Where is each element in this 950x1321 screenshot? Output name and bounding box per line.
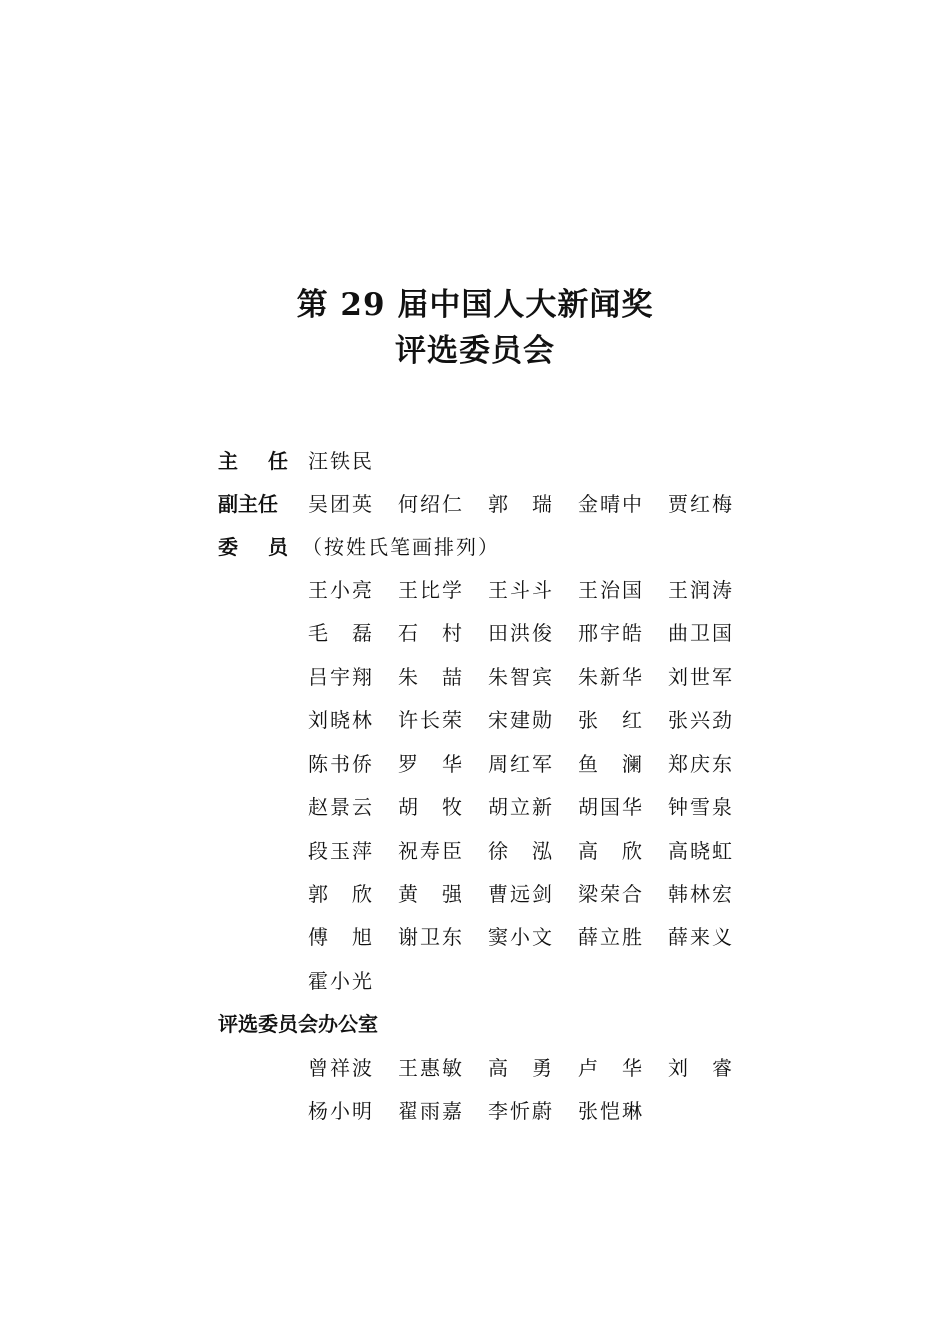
person-name: 王斗斗 <box>488 578 554 602</box>
person-name: 刘晓林 <box>308 708 374 732</box>
person-name: 杨小明 <box>308 1099 374 1123</box>
person-name: 曲卫国 <box>668 621 734 645</box>
deputy-names <box>308 489 758 519</box>
person-name: 黄 强 <box>398 882 464 906</box>
person-name: 曾祥波 <box>308 1056 374 1080</box>
person-name: 张恺琳 <box>578 1099 644 1123</box>
person-name: 郑庆东 <box>668 752 734 776</box>
person-name: 谢卫东 <box>398 925 464 949</box>
person-name: 窦小文 <box>488 925 554 949</box>
person-name: 傅 旭 <box>308 925 374 949</box>
person-name: 卢 华 <box>578 1056 644 1080</box>
director-label: 主 任 <box>218 449 288 473</box>
person-name: 赵景云 <box>308 795 374 819</box>
person-name: 金晴中 <box>578 492 644 516</box>
office-label: 评选委员会办公室 <box>218 1012 378 1036</box>
person-name: 陈书侨 <box>308 752 374 776</box>
title-line-1: 第 29 届中国人大新闻奖 <box>296 287 654 323</box>
person-name: 高 欣 <box>578 839 644 863</box>
person-name: 李忻蔚 <box>488 1099 554 1123</box>
person-name: 翟雨嘉 <box>398 1099 464 1123</box>
title-line-2: 评选委员会 <box>395 333 555 369</box>
person-name: 祝寿臣 <box>398 839 464 863</box>
person-name: 王小亮 <box>308 578 374 602</box>
person-name: 郭 瑞 <box>488 492 554 516</box>
person-name: 许长荣 <box>398 708 464 732</box>
person-name: 贾红梅 <box>668 492 734 516</box>
director-names <box>308 446 398 476</box>
person-name: 曹远剑 <box>488 882 554 906</box>
person-name: 张兴劲 <box>668 708 734 732</box>
person-name: 汪铁民 <box>308 449 374 473</box>
person-name: 高 勇 <box>488 1056 554 1080</box>
person-name: 张 红 <box>578 708 644 732</box>
members-note-wrap <box>302 532 500 562</box>
person-name: 胡国华 <box>578 795 644 819</box>
person-name: 王治国 <box>578 578 644 602</box>
person-name: 薛来义 <box>668 925 734 949</box>
person-name: 王比学 <box>398 578 464 602</box>
person-name: 周红军 <box>488 752 554 776</box>
person-name: 胡 牧 <box>398 795 464 819</box>
person-name: 霍小光 <box>308 969 374 993</box>
person-name: 钟雪泉 <box>668 795 734 819</box>
person-name: 何绍仁 <box>398 492 464 516</box>
person-name: 邢宇皓 <box>578 621 644 645</box>
person-name: 朱 喆 <box>398 665 464 689</box>
person-name: 朱智宾 <box>488 665 554 689</box>
person-name: 段玉萍 <box>308 839 374 863</box>
person-name: 韩林宏 <box>668 882 734 906</box>
person-name: 吕宇翔 <box>308 665 374 689</box>
deputy-label: 副主任 <box>218 492 278 516</box>
members-label: 委 员 <box>218 535 288 559</box>
person-name: 宋建勋 <box>488 708 554 732</box>
person-name: 鱼 澜 <box>578 752 644 776</box>
person-name: 薛立胜 <box>578 925 644 949</box>
person-name: 高晓虹 <box>668 839 734 863</box>
person-name: 王惠敏 <box>398 1056 464 1080</box>
members-note: （按姓氏笔画排列） <box>302 535 500 559</box>
person-name: 胡立新 <box>488 795 554 819</box>
person-name: 徐 泓 <box>488 839 554 863</box>
person-name: 王润涛 <box>668 578 734 602</box>
person-name: 罗 华 <box>398 752 464 776</box>
person-name: 梁荣合 <box>578 882 644 906</box>
person-name: 朱新华 <box>578 665 644 689</box>
document-title <box>0 282 950 374</box>
person-name: 石 村 <box>398 621 464 645</box>
person-name: 吴团英 <box>308 492 374 516</box>
person-name: 田洪俊 <box>488 621 554 645</box>
person-name: 刘世军 <box>668 665 734 689</box>
person-name: 郭 欣 <box>308 882 374 906</box>
person-name: 刘 睿 <box>668 1056 734 1080</box>
person-name: 毛 磊 <box>308 621 374 645</box>
